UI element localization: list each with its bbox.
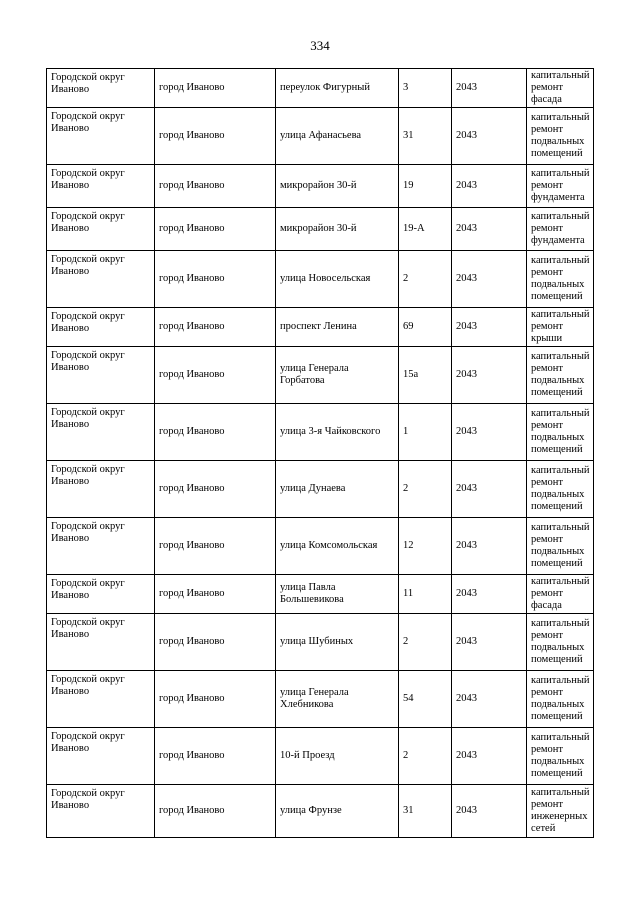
okrug-cell: Городской округ Иваново <box>47 208 155 251</box>
year-cell: 2043 <box>452 308 527 347</box>
work-type-cell: капитальный ремонт фасада <box>527 69 594 108</box>
table-row <box>47 208 594 251</box>
house-cell: 2 <box>399 251 452 308</box>
house-cell: 54 <box>399 671 452 728</box>
okrug-cell: Городской округ Иваново <box>47 251 155 308</box>
house-cell: 2 <box>399 461 452 518</box>
year-cell: 2043 <box>452 518 527 575</box>
work-type-cell: капитальный ремонт подвальных помещений <box>527 461 594 518</box>
table-row <box>47 785 594 838</box>
table-row <box>47 518 594 575</box>
work-type-cell: капитальный ремонт крыши <box>527 308 594 347</box>
repair-schedule-table <box>46 68 594 838</box>
city-cell: город Иваново <box>155 785 276 838</box>
city-cell: город Иваново <box>155 69 276 108</box>
year-cell: 2043 <box>452 347 527 404</box>
house-cell: 12 <box>399 518 452 575</box>
city-cell: город Иваново <box>155 308 276 347</box>
work-type-cell: капитальный ремонт подвальных помещений <box>527 728 594 785</box>
street-cell: улица Генерала Хлебникова <box>276 671 399 728</box>
house-cell: 15а <box>399 347 452 404</box>
house-cell: 2 <box>399 728 452 785</box>
page-number: 334 <box>310 38 330 53</box>
table-row <box>47 165 594 208</box>
house-cell: 69 <box>399 308 452 347</box>
street-cell: улица Новосельская <box>276 251 399 308</box>
city-cell: город Иваново <box>155 575 276 614</box>
work-type-cell: капитальный ремонт подвальных помещений <box>527 347 594 404</box>
street-cell: микрорайон 30-й <box>276 208 399 251</box>
street-cell: микрорайон 30-й <box>276 165 399 208</box>
street-cell: улица Комсомольская <box>276 518 399 575</box>
work-type-cell: капитальный ремонт подвальных помещений <box>527 518 594 575</box>
okrug-cell: Городской округ Иваново <box>47 785 155 838</box>
table-row <box>47 347 594 404</box>
house-cell: 3 <box>399 69 452 108</box>
city-cell: город Иваново <box>155 461 276 518</box>
table-row <box>47 308 594 347</box>
street-cell: улица Афанасьева <box>276 108 399 165</box>
okrug-cell: Городской округ Иваново <box>47 518 155 575</box>
year-cell: 2043 <box>452 785 527 838</box>
year-cell: 2043 <box>452 671 527 728</box>
street-cell: улица 3-я Чайковского <box>276 404 399 461</box>
work-type-cell: капитальный ремонт фундамента <box>527 208 594 251</box>
street-cell: улица Дунаева <box>276 461 399 518</box>
work-type-cell: капитальный ремонт инженерных сетей <box>527 785 594 838</box>
year-cell: 2043 <box>452 108 527 165</box>
work-type-cell: капитальный ремонт подвальных помещений <box>527 251 594 308</box>
table-row <box>47 614 594 671</box>
okrug-cell: Городской округ Иваново <box>47 308 155 347</box>
year-cell: 2043 <box>452 461 527 518</box>
city-cell: город Иваново <box>155 251 276 308</box>
house-cell: 1 <box>399 404 452 461</box>
city-cell: город Иваново <box>155 518 276 575</box>
street-cell: улица Павла Большевикова <box>276 575 399 614</box>
house-cell: 19 <box>399 165 452 208</box>
city-cell: город Иваново <box>155 165 276 208</box>
house-cell: 19-А <box>399 208 452 251</box>
work-type-cell: капитальный ремонт подвальных помещений <box>527 614 594 671</box>
okrug-cell: Городской округ Иваново <box>47 404 155 461</box>
work-type-cell: капитальный ремонт подвальных помещений <box>527 108 594 165</box>
street-cell: улица Фрунзе <box>276 785 399 838</box>
okrug-cell: Городской округ Иваново <box>47 461 155 518</box>
city-cell: город Иваново <box>155 208 276 251</box>
year-cell: 2043 <box>452 69 527 108</box>
work-type-cell: капитальный ремонт подвальных помещений <box>527 404 594 461</box>
work-type-cell: капитальный ремонт фундамента <box>527 165 594 208</box>
city-cell: город Иваново <box>155 728 276 785</box>
year-cell: 2043 <box>452 404 527 461</box>
street-cell: улица Генерала Горбатова <box>276 347 399 404</box>
house-cell: 11 <box>399 575 452 614</box>
year-cell: 2043 <box>452 728 527 785</box>
year-cell: 2043 <box>452 208 527 251</box>
city-cell: город Иваново <box>155 671 276 728</box>
okrug-cell: Городской округ Иваново <box>47 671 155 728</box>
house-cell: 31 <box>399 785 452 838</box>
street-cell: 10-й Проезд <box>276 728 399 785</box>
table-row <box>47 404 594 461</box>
okrug-cell: Городской округ Иваново <box>47 165 155 208</box>
year-cell: 2043 <box>452 251 527 308</box>
table-row <box>47 69 594 108</box>
okrug-cell: Городской округ Иваново <box>47 347 155 404</box>
okrug-cell: Городской округ Иваново <box>47 614 155 671</box>
street-cell: переулок Фигурный <box>276 69 399 108</box>
city-cell: город Иваново <box>155 614 276 671</box>
work-type-cell: капитальный ремонт подвальных помещений <box>527 671 594 728</box>
okrug-cell: Городской округ Иваново <box>47 728 155 785</box>
street-cell: улица Шубиных <box>276 614 399 671</box>
city-cell: город Иваново <box>155 404 276 461</box>
year-cell: 2043 <box>452 575 527 614</box>
okrug-cell: Городской округ Иваново <box>47 575 155 614</box>
city-cell: город Иваново <box>155 108 276 165</box>
year-cell: 2043 <box>452 614 527 671</box>
table-row <box>47 575 594 614</box>
table-row <box>47 461 594 518</box>
okrug-cell: Городской округ Иваново <box>47 108 155 165</box>
year-cell: 2043 <box>452 165 527 208</box>
table-row <box>47 671 594 728</box>
table-row <box>47 108 594 165</box>
work-type-cell: капитальный ремонт фасада <box>527 575 594 614</box>
table-row <box>47 728 594 785</box>
city-cell: город Иваново <box>155 347 276 404</box>
house-cell: 31 <box>399 108 452 165</box>
house-cell: 2 <box>399 614 452 671</box>
table-row <box>47 251 594 308</box>
street-cell: проспект Ленина <box>276 308 399 347</box>
okrug-cell: Городской округ Иваново <box>47 69 155 108</box>
